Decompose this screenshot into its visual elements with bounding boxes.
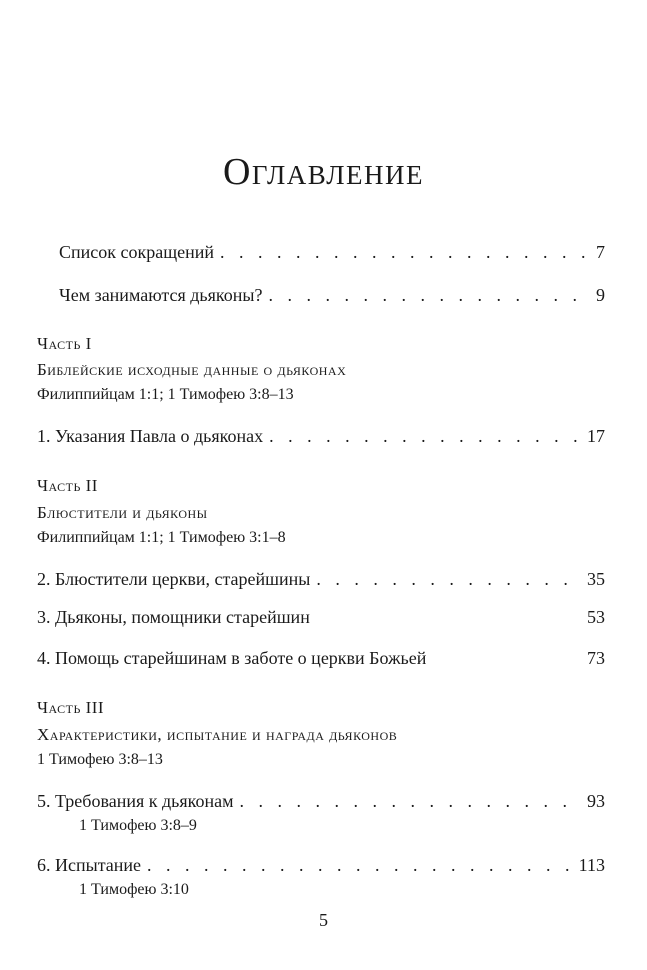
toc-entry-page: 17 [587,426,605,446]
toc-entry-chapter-2[interactable] [37,568,605,590]
leader-dots [147,854,573,876]
toc-entry-text: Список сокращений [59,242,214,262]
toc-entry-what-deacons-do[interactable] [59,284,605,306]
page-number: 5 [319,910,328,930]
toc-entry-text: 3. Дьяконы, помощники старейшин [37,607,310,627]
toc-entry-page: 93 [587,791,605,811]
part-scripture-ref: Филиппийцам 1:1; 1 Тимофею 3:8–13 [37,386,294,403]
toc-entry-chapter-4[interactable] [37,647,605,669]
toc-entry-chapter-3[interactable] [37,606,605,628]
toc-entry-page: 9 [596,285,605,305]
toc-entry-page: 35 [587,569,605,589]
part-label: Часть III [37,698,105,717]
part-scripture-ref: 1 Тимофею 3:8–13 [37,751,163,768]
part-scripture-ref: Филиппийцам 1:1; 1 Тимофею 3:1–8 [37,529,286,546]
chapter-scripture-ref: 1 Тимофею 3:8–9 [79,817,197,834]
toc-entry-page: 73 [587,648,605,668]
leader-dots [240,790,582,812]
toc-entry-text: 2. Блюстители церкви, старейшины [37,569,311,589]
toc-entry-text: 6. Испытание [37,855,142,875]
toc-entry-text: 4. Помощь старейшинам в заботе о церкви Божьей [37,648,427,668]
part-title: Блюстители и дьяконы [37,503,208,522]
leader-dots [316,568,581,590]
toc-entry-text: Чем занимаются дьяконы? [59,285,263,305]
page-title: Оглавление [222,151,425,193]
toc-entry-page: 113 [578,855,605,875]
part-title: Характеристики, испытание и награда дьяконов [37,725,398,744]
toc-entry-chapter-6[interactable] [37,854,605,876]
toc-entry-chapter-1[interactable] [37,425,605,447]
part-label: Часть I [37,334,92,353]
toc-entry-abbreviations[interactable] [59,241,605,263]
toc-entry-page: 53 [587,607,605,627]
part-title: Библейские исходные данные о дьяконах [37,360,347,379]
toc-entry-chapter-5[interactable] [37,790,605,812]
toc-entry-text: 5. Требования к дьяконам [37,791,234,811]
toc-entry-text: 1. Указания Павла о дьяконах [37,426,264,446]
leader-dots [269,425,581,447]
toc-entry-page: 7 [596,242,605,262]
chapter-scripture-ref: 1 Тимофею 3:10 [79,881,189,898]
leader-dots [268,284,590,306]
part-label: Часть II [37,476,98,495]
leader-dots [220,241,590,263]
